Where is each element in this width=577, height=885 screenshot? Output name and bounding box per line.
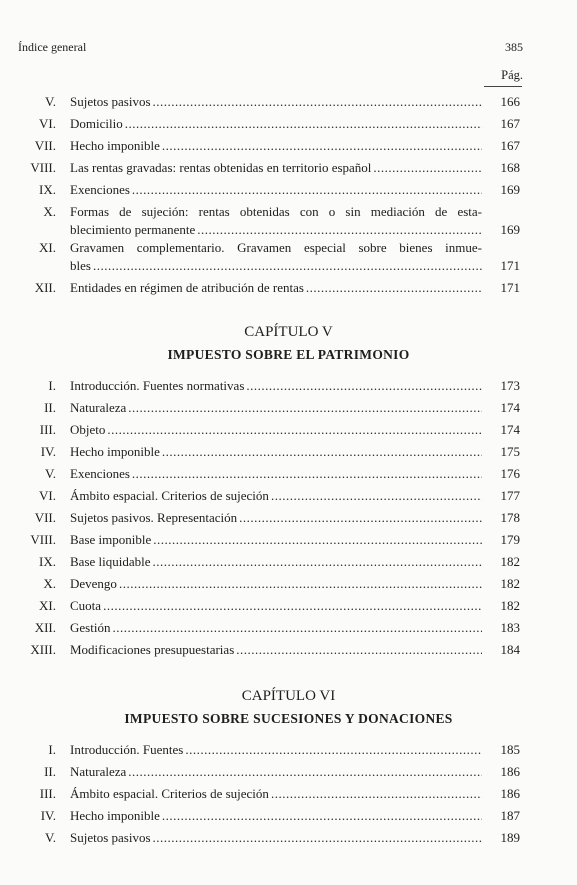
leader-dots: [162, 444, 482, 460]
entry-page: 187: [500, 808, 520, 823]
entry-title-line: [70, 532, 482, 548]
leader-dots: [107, 422, 482, 438]
leader-dots: [93, 258, 482, 274]
leader-dots: [373, 160, 482, 176]
entry-page: 177: [500, 488, 520, 503]
entry-page: 166: [500, 94, 520, 109]
leader-dots: [246, 378, 482, 394]
entry-title-line: [70, 94, 482, 110]
entry-number: VIII.: [30, 160, 56, 175]
entry-title: Objeto: [70, 422, 106, 437]
entry-title-line: [70, 182, 482, 198]
entry-title: Sujetos pasivos: [70, 94, 151, 109]
chapter-number: CAPÍTULO VI: [241, 688, 336, 704]
entry-number: X.: [43, 576, 56, 591]
entry-title-line1: Formas de sujeción: rentas obtenidas con o sin mediación de esta-: [70, 204, 482, 219]
entry-page: 171: [500, 258, 520, 273]
entry-title-line: [70, 400, 482, 416]
entry-title-line: [70, 280, 482, 296]
entry-number: XI.: [39, 240, 56, 255]
entry-page: 168: [500, 160, 520, 175]
entry-title: Devengo: [70, 576, 117, 591]
entry-title-line: [70, 138, 482, 154]
entry-title: Exenciones: [70, 466, 130, 481]
entry-page: 179: [500, 532, 520, 547]
chapter-vi-heading: [0, 688, 577, 727]
entry-page: 185: [500, 742, 520, 757]
entry-number: IV.: [40, 444, 56, 459]
entry-number: XIII.: [30, 642, 56, 657]
entry-number: V.: [45, 466, 56, 481]
entry-title: Sujetos pasivos. Representación: [70, 510, 238, 525]
entry-title-line2: [70, 222, 482, 238]
entry-page: 182: [500, 576, 520, 591]
entry-page: 174: [500, 422, 520, 437]
entry-page: 167: [500, 138, 520, 153]
entry-page: 173: [500, 378, 520, 393]
section-title: Índice general: [18, 40, 87, 54]
entry-title: Ámbito espacial. Criterios de sujeción: [70, 786, 269, 801]
entry-number: XII.: [34, 280, 56, 295]
chapter-title: IMPUESTO SOBRE EL PATRIMONIO: [167, 347, 410, 362]
entry-title: Hecho imponible: [70, 444, 160, 459]
entry-number: XI.: [39, 598, 56, 613]
entry-title: Hecho imponible: [70, 808, 160, 823]
leader-dots: [112, 620, 482, 636]
leader-dots: [271, 488, 482, 504]
entry-title-line: [70, 510, 482, 526]
entry-title: blecimiento permanente: [70, 222, 196, 237]
entry-page: 184: [500, 642, 520, 657]
entry-title: Exenciones: [70, 182, 130, 197]
entry-title: Entidades en régimen de atribución de rentas: [70, 280, 304, 295]
leader-dots: [162, 808, 482, 824]
entry-page: 174: [500, 400, 520, 415]
entry-title-line: [70, 786, 482, 802]
leader-dots: [128, 400, 482, 416]
entry-title: bles: [70, 258, 91, 273]
chapter-v-heading: [0, 324, 577, 363]
leader-dots: [185, 742, 482, 758]
leader-dots: [236, 642, 482, 658]
leader-dots: [271, 786, 482, 802]
entry-title: Domicilio: [70, 116, 123, 131]
entry-number: VIII.: [30, 532, 56, 547]
entry-number: I.: [48, 742, 56, 757]
page-number: 385: [505, 40, 523, 54]
entry-title-line: [70, 620, 482, 636]
leader-dots: [125, 116, 482, 132]
entry-number: III.: [39, 786, 56, 801]
entry-title-line: [70, 444, 482, 460]
entry-number: II.: [44, 764, 56, 779]
entry-number: V.: [45, 94, 56, 109]
entry-title: Introducción. Fuentes: [70, 742, 184, 757]
entry-page: 189: [500, 830, 520, 845]
entry-page: 169: [500, 222, 520, 237]
entry-number: VI.: [39, 116, 56, 131]
entry-title-line: [70, 554, 482, 570]
entry-title-line: [70, 830, 482, 846]
entry-title-line: [70, 466, 482, 482]
leader-dots: [153, 830, 482, 846]
entry-title: Base liquidable: [70, 554, 151, 569]
entry-page: 186: [500, 786, 520, 801]
entry-title: Ámbito espacial. Criterios de sujeción: [70, 488, 269, 503]
entry-title: Cuota: [70, 598, 102, 613]
entry-number: IV.: [40, 808, 56, 823]
entry-title: Sujetos pasivos: [70, 830, 151, 845]
entry-page: 183: [500, 620, 520, 635]
leader-dots: [239, 510, 482, 526]
entry-number: IX.: [39, 182, 56, 197]
entry-title: Las rentas gravadas: rentas obtenidas en territorio español: [70, 160, 372, 175]
entry-page: 167: [500, 116, 520, 131]
entry-title-line: [70, 422, 482, 438]
entry-title: Naturaleza: [70, 764, 127, 779]
entry-title-line: [70, 764, 482, 780]
entry-page: 182: [500, 598, 520, 613]
entry-title: Hecho imponible: [70, 138, 160, 153]
entry-title: Naturaleza: [70, 400, 127, 415]
chapter-title: IMPUESTO SOBRE SUCESIONES Y DONACIONES: [124, 711, 453, 726]
pag-rule: [484, 86, 522, 87]
entry-title-line: [70, 116, 482, 132]
entry-title-line: [70, 742, 482, 758]
entry-title-line: [70, 808, 482, 824]
entry-number: VI.: [39, 488, 56, 503]
entry-number: III.: [39, 422, 56, 437]
entry-number: I.: [48, 378, 56, 393]
leader-dots: [153, 94, 482, 110]
entry-title: Modificaciones presupuestarias: [70, 642, 235, 657]
pag-label: Pág.: [501, 68, 523, 82]
entry-number: XII.: [34, 620, 56, 635]
entry-title: Gestión: [70, 620, 111, 635]
leader-dots: [306, 280, 482, 296]
entry-title-line: [70, 378, 482, 394]
entry-page: 178: [500, 510, 520, 525]
entry-number: IX.: [39, 554, 56, 569]
entry-title-line2: [70, 258, 482, 274]
leader-dots: [103, 598, 482, 614]
entry-title-line1: Gravamen complementario. Gravamen especial sobre bienes inmue-: [70, 240, 482, 255]
entry-number: VII.: [34, 510, 56, 525]
entry-title-line: [70, 576, 482, 592]
leader-dots: [153, 532, 482, 548]
leader-dots: [132, 182, 482, 198]
entry-number: VII.: [34, 138, 56, 153]
entry-title-line: [70, 488, 482, 504]
entry-page: 186: [500, 764, 520, 779]
leader-dots: [128, 764, 482, 780]
entry-page: 176: [500, 466, 520, 481]
chapter-number: CAPÍTULO V: [244, 324, 333, 340]
entry-title: Base imponible: [70, 532, 152, 547]
entry-page: 171: [500, 280, 520, 295]
leader-dots: [119, 576, 482, 592]
entry-number: II.: [44, 400, 56, 415]
entry-page: 182: [500, 554, 520, 569]
entry-title-line: [70, 598, 482, 614]
leader-dots: [162, 138, 482, 154]
leader-dots: [153, 554, 482, 570]
entry-number: X.: [43, 204, 56, 219]
entry-title: Introducción. Fuentes normativas: [70, 378, 245, 393]
entry-title-line: [70, 160, 482, 176]
entry-number: V.: [45, 830, 56, 845]
entry-page: 169: [500, 182, 520, 197]
entry-title-line: [70, 642, 482, 658]
leader-dots: [132, 466, 482, 482]
entry-page: 175: [500, 444, 520, 459]
leader-dots: [197, 222, 482, 238]
